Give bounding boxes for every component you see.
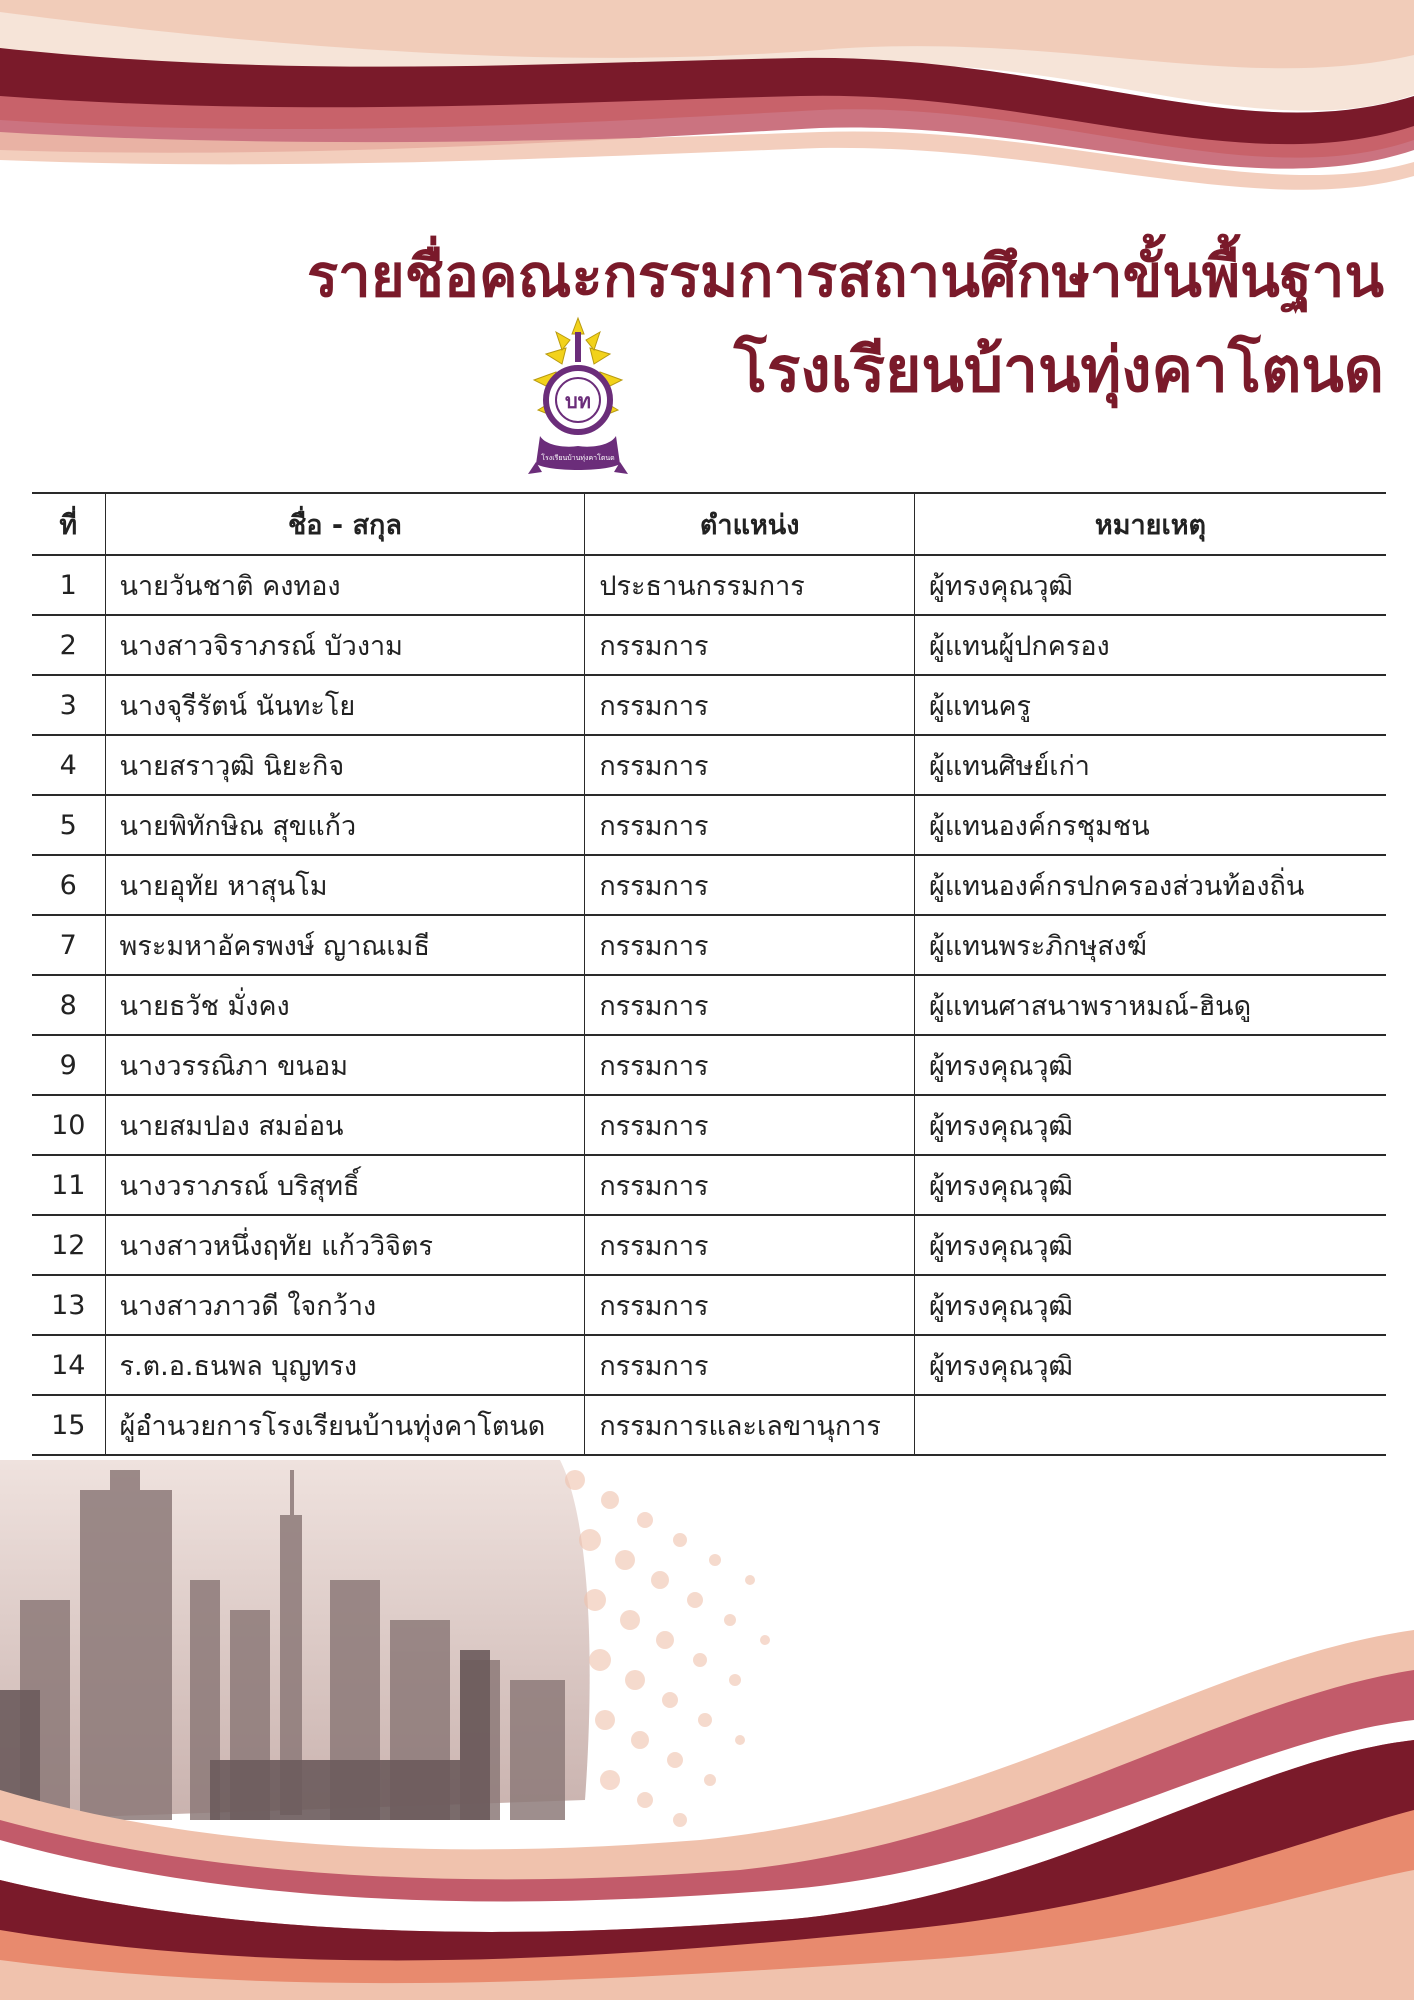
cell-position: กรรมการ [585, 615, 915, 675]
cell-name: พระมหาอัครพงษ์ ญาณเมธี [105, 915, 585, 975]
cell-no: 7 [32, 915, 105, 975]
school-emblem-icon [526, 314, 630, 484]
cell-position: กรรมการ [585, 1335, 915, 1395]
cell-no: 13 [32, 1275, 105, 1335]
table-row [32, 1395, 1386, 1455]
cell-note: ผู้แทนศิษย์เก่า [914, 735, 1386, 795]
cell-no: 9 [32, 1035, 105, 1095]
table-row [32, 915, 1386, 975]
cell-note: ผู้แทนผู้ปกครอง [914, 615, 1386, 675]
cell-position: กรรมการ [585, 735, 915, 795]
table-row [32, 1155, 1386, 1215]
cell-name: นางสาวภาวดี ใจกว้าง [105, 1275, 585, 1335]
cell-position: กรรมการ [585, 975, 915, 1035]
cell-no: 5 [32, 795, 105, 855]
cell-position: กรรมการ [585, 675, 915, 735]
cell-no: 4 [32, 735, 105, 795]
cell-note: ผู้แทนองค์กรปกครองส่วนท้องถิ่น [914, 855, 1386, 915]
cell-position: กรรมการ [585, 915, 915, 975]
cell-note: ผู้ทรงคุณวุฒิ [914, 555, 1386, 615]
cell-position: ประธานกรรมการ [585, 555, 915, 615]
cell-no: 10 [32, 1095, 105, 1155]
cell-name: นายอุทัย หาสุนโม [105, 855, 585, 915]
cell-name: นายธวัช มั่งคง [105, 975, 585, 1035]
cell-note: ผู้ทรงคุณวุฒิ [914, 1335, 1386, 1395]
cell-note: ผู้แทนพระภิกษุสงฆ์ [914, 915, 1386, 975]
cell-name: นางจุรีรัตน์ นันทะโย [105, 675, 585, 735]
table-row [32, 675, 1386, 735]
cell-no: 15 [32, 1395, 105, 1455]
svg-text:บท: บท [565, 389, 591, 413]
table-body [32, 555, 1386, 1455]
table-row [32, 855, 1386, 915]
cell-no: 12 [32, 1215, 105, 1275]
cell-name: นางวราภรณ์ บริสุทธิ์ [105, 1155, 585, 1215]
cell-position: กรรมการ [585, 1215, 915, 1275]
cell-position: กรรมการ [585, 1095, 915, 1155]
cell-position: กรรมการ [585, 795, 915, 855]
cell-name: ร.ต.อ.ธนพล บุญทรง [105, 1335, 585, 1395]
cell-note [914, 1395, 1386, 1455]
header-position: ตำแหน่ง [585, 493, 915, 555]
table-row [32, 735, 1386, 795]
cell-position: กรรมการ [585, 855, 915, 915]
table-row [32, 975, 1386, 1035]
cell-name: นายพิทักษิณ สุขแก้ว [105, 795, 585, 855]
cell-note: ผู้แทนครู [914, 675, 1386, 735]
cell-name: นางสาวจิราภรณ์ บัวงาม [105, 615, 585, 675]
cell-note: ผู้แทนศาสนาพราหมณ์-ฮินดู [914, 975, 1386, 1035]
table-row [32, 1335, 1386, 1395]
committee-table [32, 492, 1386, 1456]
cell-no: 3 [32, 675, 105, 735]
cell-name: นายวันชาติ คงทอง [105, 555, 585, 615]
cell-position: กรรมการ [585, 1155, 915, 1215]
cell-position: กรรมการ [585, 1275, 915, 1335]
table-row [32, 1275, 1386, 1335]
table-row [32, 555, 1386, 615]
header-no: ที่ [32, 493, 105, 555]
cell-note: ผู้แทนองค์กรชุมชน [914, 795, 1386, 855]
cell-no: 1 [32, 555, 105, 615]
cell-note: ผู้ทรงคุณวุฒิ [914, 1155, 1386, 1215]
cell-name: นายสราวุฒิ นิยะกิจ [105, 735, 585, 795]
school-name: โรงเรียนบ้านทุ่งคาโตนด [733, 333, 1384, 406]
table-row [32, 615, 1386, 675]
header-name: ชื่อ - สกุล [105, 493, 585, 555]
table-row [32, 1215, 1386, 1275]
cell-no: 2 [32, 615, 105, 675]
cell-note: ผู้ทรงคุณวุฒิ [914, 1275, 1386, 1335]
cell-no: 11 [32, 1155, 105, 1215]
cell-note: ผู้ทรงคุณวุฒิ [914, 1035, 1386, 1095]
cell-name: นางสาวหนึ่งฤทัย แก้ววิจิตร [105, 1215, 585, 1275]
cell-no: 6 [32, 855, 105, 915]
document-title: รายชื่อคณะกรรมการสถานศึกษาขั้นพื้นฐาน [306, 242, 1384, 310]
cell-name: นายสมปอง สมอ่อน [105, 1095, 585, 1155]
cell-position: กรรมการและเลขานุการ [585, 1395, 915, 1455]
cell-name: นางวรรณิภา ขนอม [105, 1035, 585, 1095]
cell-name: ผู้อำนวยการโรงเรียนบ้านทุ่งคาโตนด [105, 1395, 585, 1455]
table-row [32, 1095, 1386, 1155]
cell-note: ผู้ทรงคุณวุฒิ [914, 1095, 1386, 1155]
cell-note: ผู้ทรงคุณวุฒิ [914, 1215, 1386, 1275]
cell-no: 8 [32, 975, 105, 1035]
table-row [32, 795, 1386, 855]
svg-text:โรงเรียนบ้านทุ่งคาโตนด: โรงเรียนบ้านทุ่งคาโตนด [541, 454, 615, 462]
table-header-row [32, 493, 1386, 555]
header-note: หมายเหตุ [914, 493, 1386, 555]
cell-no: 14 [32, 1335, 105, 1395]
top-wave-decoration [0, 0, 1414, 220]
table-row [32, 1035, 1386, 1095]
bottom-decoration [0, 1460, 1414, 2000]
cell-position: กรรมการ [585, 1035, 915, 1095]
